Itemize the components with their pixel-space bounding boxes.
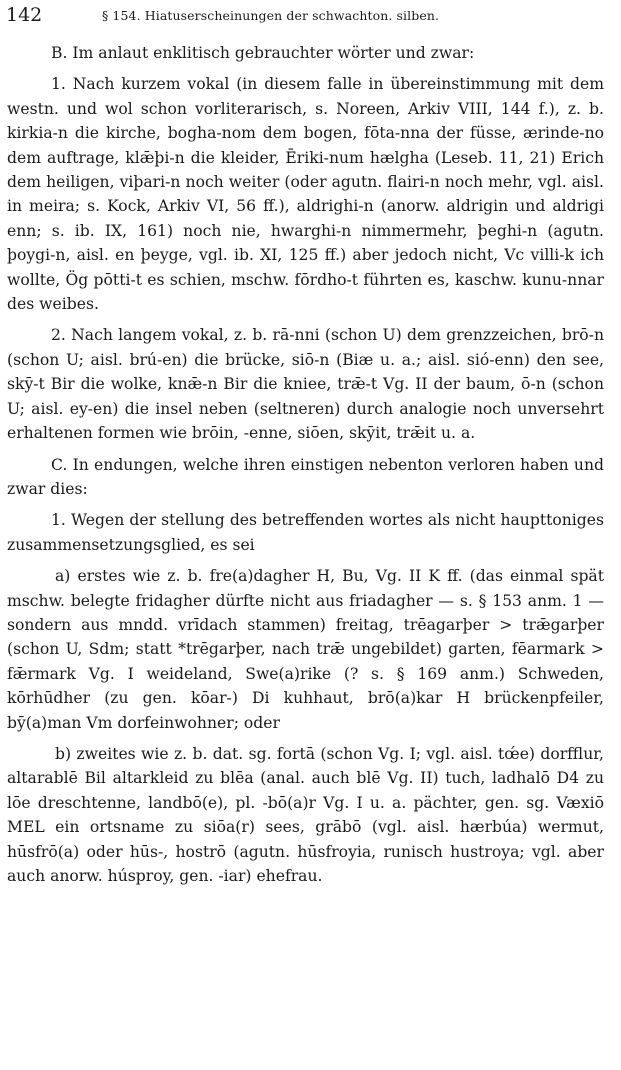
page-number: 142 [6,4,43,26]
paragraph-b2: 2. Nach langem vokal, z. b. rā-nni (schon U) dem grenzzeichen, brō-n (schon U; aisl. brú-en) die brücke, siō-n (Biæ u. a.; aisl. sió-enn) den see, skȳ-t Bir die wolke, knǣ-n Bir die kniee, trǣ-t Vg. II der baum, ō-n (schon U; aisl. ey-en) die insel neben (seltneren) durch analogie noch unversehrt erhaltenen formen wie brōin, -enne, siōen, skȳit, trǣit u. a. [7,326,604,443]
paragraph-c1a: a) erstes wie z. b. fre(a)dagher H, Bu, Vg. II K ff. (das einmal spät mschw. belegte fridagher dürfte nicht aus friadagher — s. § 153 anm. 1 — sondern aus mndd. vrīdach stammen) freitag, trēagarþer > trǣgarþer (schon U, Sdm; statt *trēgarþer, nach trǣ ungebildet) garten, fēarmark > fǣrmark Vg. I weideland, Swe(a)rike (? s. § 169 anm.) Schweden, kōrhūdher (zu gen. kōar-) Di kuhhaut, brō(a)kar H brückenpfeiler, bȳ(a)man Vm dorfeinwohner; oder [7,567,604,732]
paragraph-c1b: b) zweites wie z. b. dat. sg. fortā (schon Vg. I; vgl. aisl. tœ́e) dorfflur, altarablē Bil altarkleid zu blēa (anal. auch blē Vg. II) tuch, ladhalō D4 zu lōe dreschtenne, landbō(e), pl. -bō(a)r Vg. I u. a. pächter, gen. sg. Væxiō MEL ein ortsname zu siōa(r) sees, grābō (vgl. aisl. hærbúa) wermut, hūsfrō(a) oder hūs-, hostrō (agutn. hūsfroyia, runisch hustroya; vgl. aber auch anorw. húsproy, gen. -iar) ehefrau. [7,744,604,885]
paragraph-b1: 1. Nach kurzem vokal (in diesem falle in übereinstimmung mit dem westn. und wol schon vorliterarisch, s. Noreen, Arkiv VIII, 144 f.), z. b. kirkia-n die kirche, bogha-nom dem bogen, fōta-nna der füsse, ærinde-no dem auftrage, klǣþi-n die kleider, Ēriki-num hælgha (Lesеb. 11, 21) Erich dem heiligen, viþari-n noch weiter (oder agutn. flairi-n noch mehr, vgl. aisl. in meira; s. Kock, Arkiv VI, 56 ff.), aldrighi-n (anorw. aldrigin und aldrigi enn; s. ib. IX, 161) noch nie, hwarghi-n nimmermehr, þeghi-n (agutn. þoygi-n, aisl. en þeyge, vgl. ib. XI, 125 ff.) aber jedoch nicht, Vc villi-k ich wollte, Ög pōtti-t es schien, mschw. fōrdho-t führten es, kaschw. kunu-nnar des weibes. [7,75,604,314]
paragraph-c1: 1. Wegen der stellung des betreffenden wortes als nicht haupttoniges zusammensetzungsglied, es sei [7,511,604,554]
paragraph-c: C. In endungen, welche ihren einstigen nebenton verloren haben und zwar dies: [7,455,604,498]
paragraph-b: B. Im anlaut enklitisch gebrauchter wörter und zwar: [51,44,475,62]
body-text [7,41,604,888]
running-head: § 154. Hiatuserscheinungen der schwachton. silben. [102,8,440,23]
page-header [6,4,606,30]
